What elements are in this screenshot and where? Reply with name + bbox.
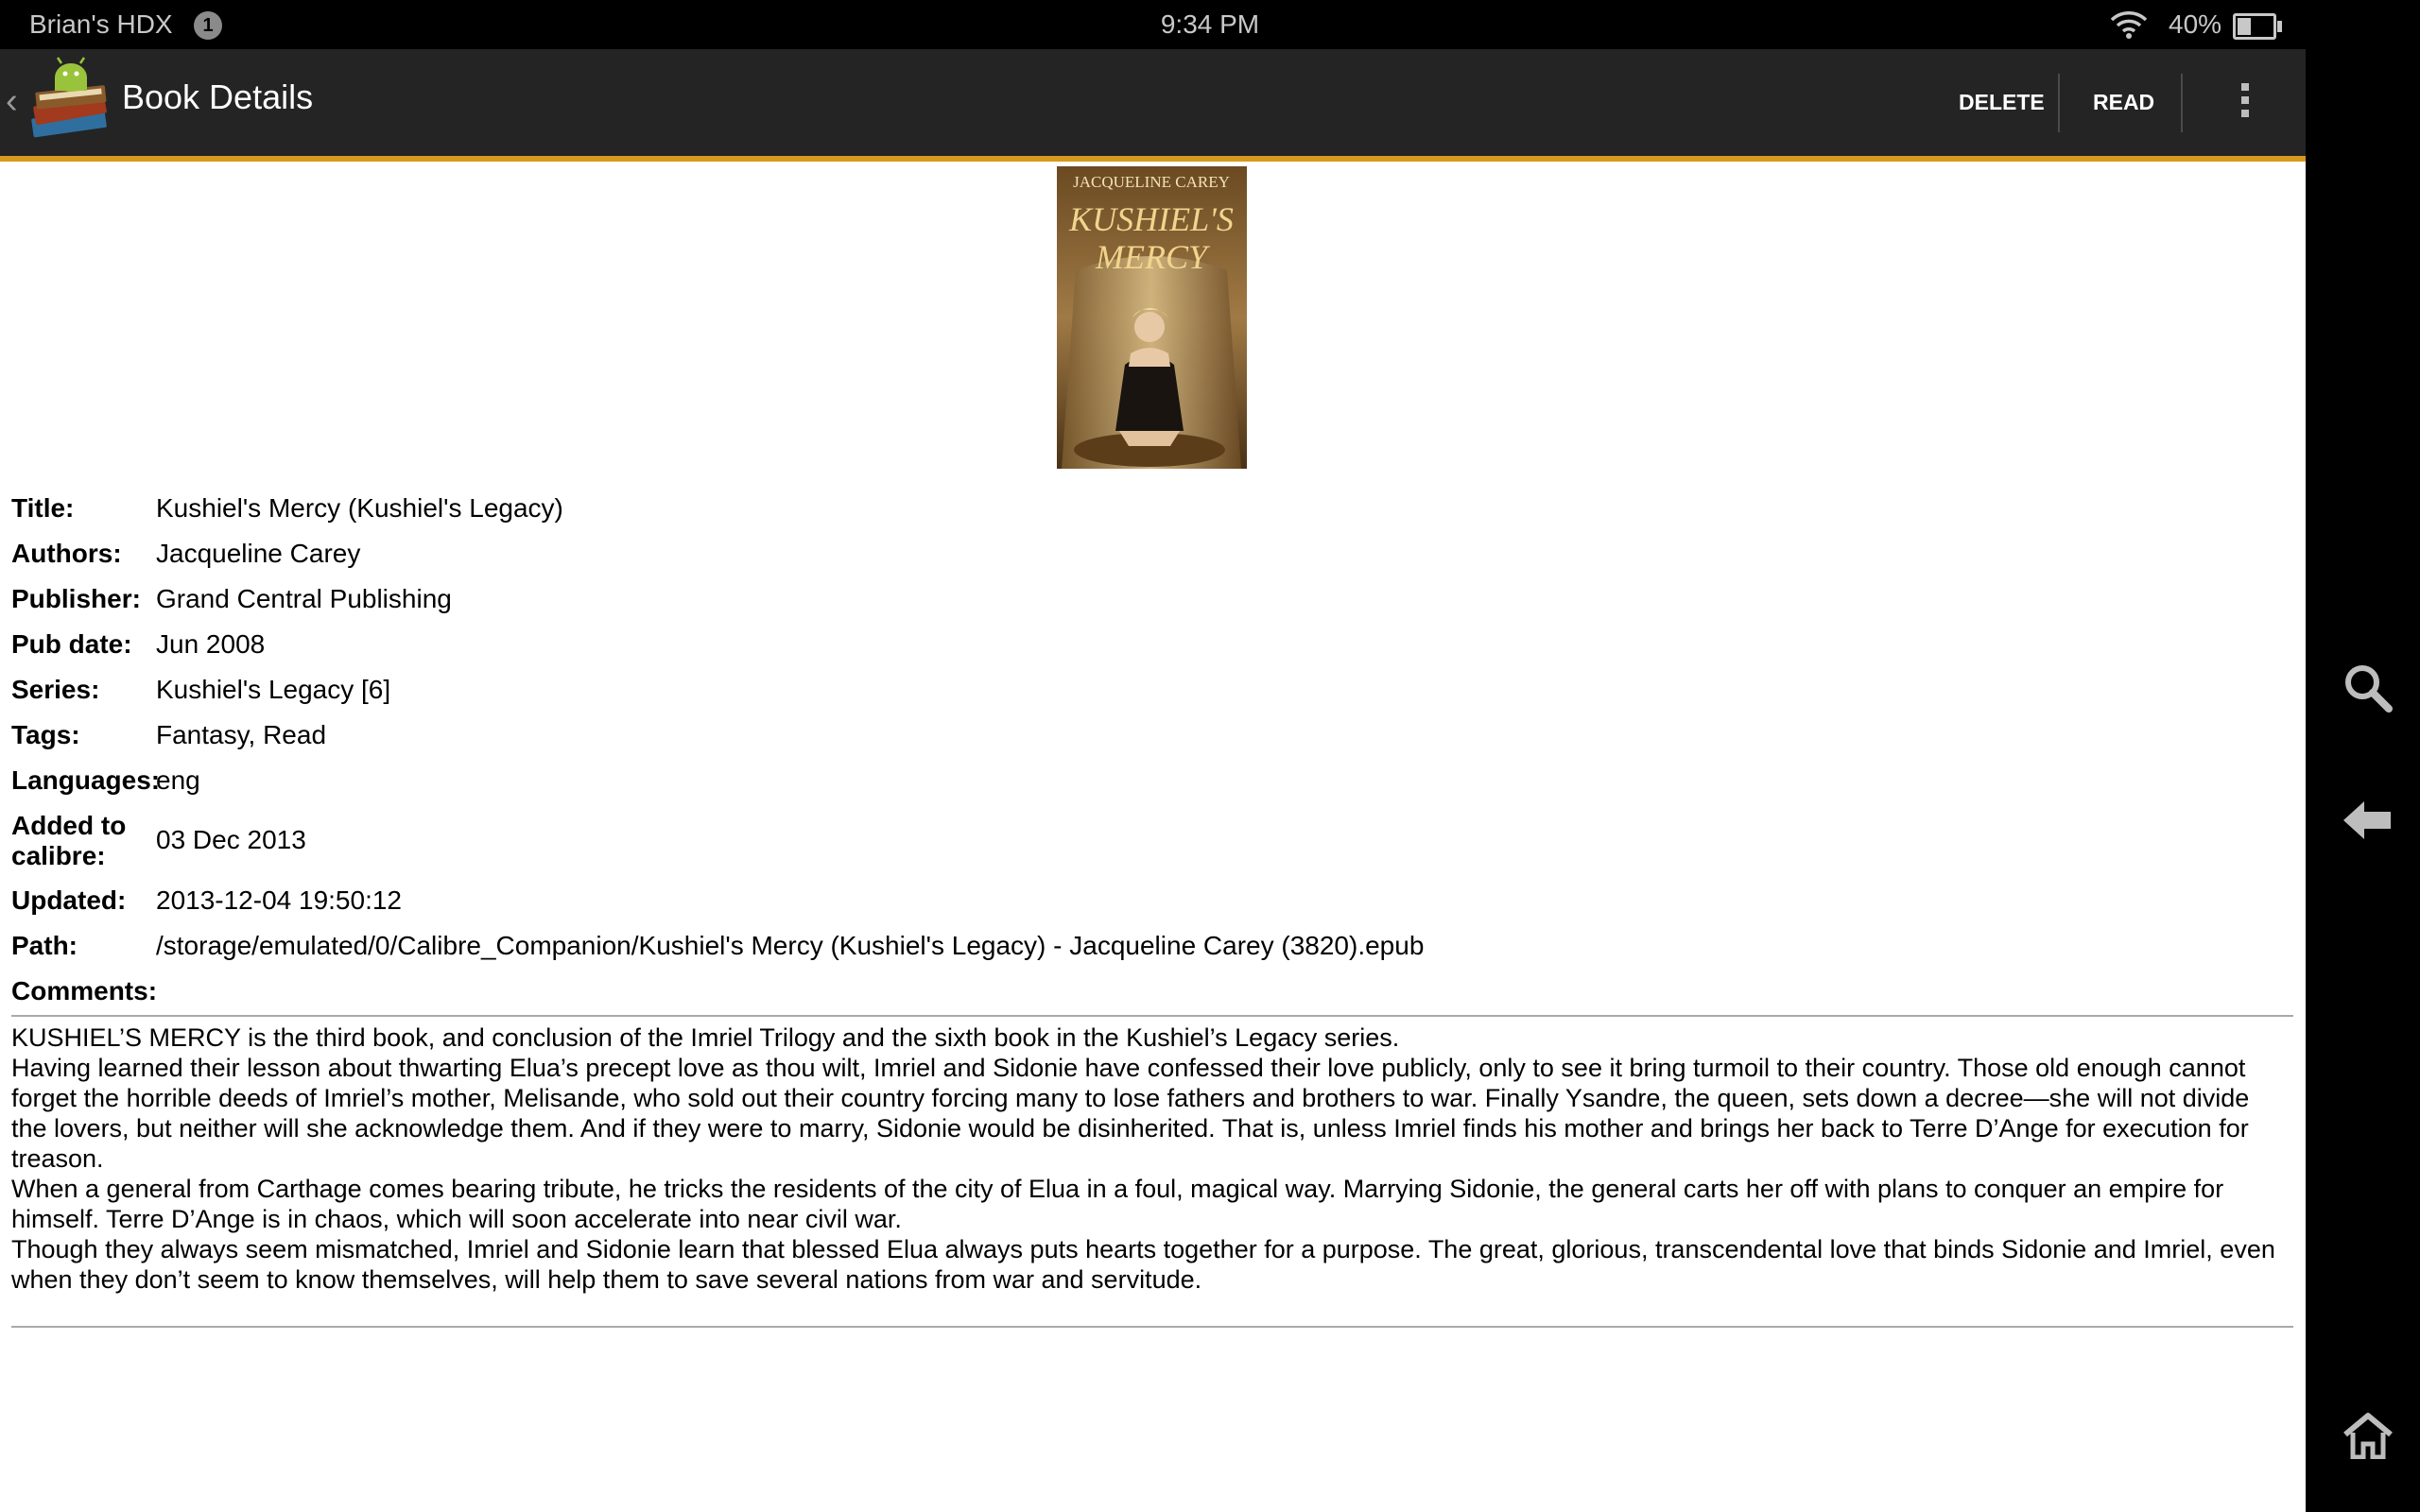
action-divider: [2058, 74, 2060, 132]
detail-label: Updated:: [11, 885, 127, 915]
detail-value: Jun 2008: [156, 629, 266, 659]
detail-label: Title:: [11, 493, 75, 523]
action-bar: [0, 49, 2306, 162]
detail-label: Publisher:: [11, 584, 141, 613]
comment-paragraph: When a general from Carthage comes bearing tribute, he tricks the residents of the city of Elua in a foul, magical way. Marrying Sidonie, the general carts her off with plans to conquer an empire for himself. Terre D’Ange is in chaos, which will soon accelerate into near civil war.: [11, 1175, 2224, 1233]
back-arrow-icon[interactable]: [2342, 799, 2394, 841]
comment-paragraph: Having learned their lesson about thwarting Elua’s precept love as thou wilt, Imriel and Sidonie have confessed their love publicly, only to see it bring turmoil to their country. Those old enough cannot forget the horrible deeds of Imriel’s mother, Melisande, who sold out their country forcing many to lose fathers and brothers to war. Finally Ysandre, the queen, sets down a decree—she will not divide the lovers, but neither will she acknowledge them. And if they were to marry, Sidonie would be disinherited. That is, unless Imriel finds his mother and brings her back to Terre D’Ange for execution for treason.: [11, 1054, 2250, 1173]
search-icon[interactable]: [2342, 662, 2394, 714]
detail-value: Jacqueline Carey: [156, 539, 361, 568]
page-title: Book Details: [122, 77, 314, 116]
detail-label: Tags:: [11, 720, 80, 749]
status-bar: [0, 0, 2306, 49]
comments-text: [11, 1022, 2290, 1295]
action-divider: [2181, 74, 2183, 132]
detail-label: Path:: [11, 931, 78, 960]
overflow-menu-icon[interactable]: [2231, 77, 2259, 130]
comments-bottom-divider: [11, 1326, 2293, 1328]
battery-icon: [2233, 13, 2276, 40]
detail-value: /storage/emulated/0/Calibre_Companion/Kushiel's Mercy (Kushiel's Legacy) - Jacqueline Carey (3820).epub: [156, 931, 1425, 960]
comment-paragraph: Though they always seem mismatched, Imriel and Sidonie learn that blessed Elua always puts hearts together for a purpose. The great, glorious, transcendental love that binds Sidonie and Imriel, even when they don’t seem to know themselves, will help them to save several nations from war and servitude.: [11, 1235, 2275, 1294]
detail-label: Authors:: [11, 539, 122, 568]
cover-title-line2: MERCY: [1095, 238, 1208, 276]
comments-top-divider: [11, 1015, 2293, 1017]
detail-value: 03 Dec 2013: [156, 825, 306, 854]
home-icon[interactable]: [2342, 1412, 2394, 1459]
detail-label: Series:: [11, 675, 100, 704]
book-cover[interactable]: [1057, 166, 1247, 469]
detail-label: Comments:: [11, 976, 158, 1005]
detail-value: eng: [156, 765, 200, 795]
detail-value: Fantasy, Read: [156, 720, 327, 749]
detail-value: Kushiel's Legacy [6]: [156, 675, 391, 704]
cover-title-line1: KUSHIEL'S: [1069, 200, 1234, 238]
detail-value: 2013-12-04 19:50:12: [156, 885, 402, 915]
detail-label: Languages:: [11, 765, 161, 795]
delete-button[interactable]: DELETE: [1959, 90, 2045, 114]
detail-value: Kushiel's Mercy (Kushiel's Legacy): [156, 493, 563, 523]
up-chevron-icon[interactable]: ‹: [6, 81, 18, 121]
detail-label: Added to calibre:: [11, 811, 127, 870]
wifi-icon: [2110, 9, 2148, 40]
detail-label: Pub date:: [11, 629, 132, 659]
comment-paragraph: KUSHIEL’S MERCY is the third book, and conclusion of the Imriel Trilogy and the sixth book in the Kushiel’s Legacy series.: [11, 1023, 1400, 1052]
cover-author-text: JACQUELINE CAREY: [1073, 173, 1230, 191]
device-name: Brian's HDX: [29, 9, 173, 39]
system-nav-bar: [2306, 0, 2420, 1512]
battery-level-fill: [2238, 18, 2251, 35]
read-button[interactable]: READ: [2093, 90, 2155, 114]
detail-value: Grand Central Publishing: [156, 584, 452, 613]
app-logo-icon[interactable]: [28, 55, 113, 149]
notification-badge[interactable]: 1: [194, 11, 222, 40]
status-clock: 9:34 PM: [1160, 9, 1260, 39]
battery-percent: 40%: [2169, 9, 2222, 39]
